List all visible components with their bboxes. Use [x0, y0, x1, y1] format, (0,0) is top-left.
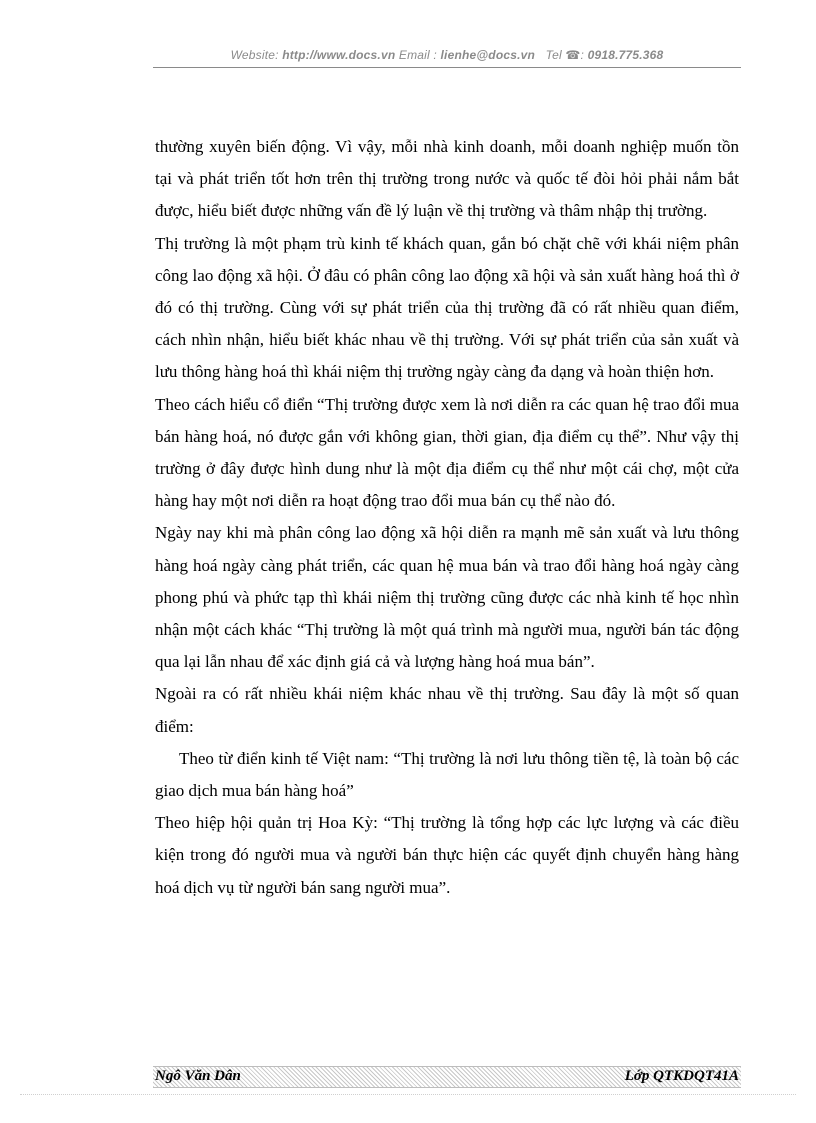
document-body: [155, 131, 739, 904]
footer-class: Lớp QTKDQT41A: [624, 1068, 739, 1084]
header-divider: [153, 67, 741, 68]
paragraph-2: Thị trường là một phạm trù kinh tế khách quan, gắn bó chặt chẽ với khái niệm phân công lao động xã hội. Ở đâu có phân công lao động xã hội và sản xuất hàng hoá thì ở đó có thị trường. Cùng với sự phát triển của thị trường đã có rất nhiều quan điểm, cách nhìn nhận, hiểu biết khác nhau về thị trường. Với sự phát triển của sản xuất và lưu thông hàng hoá thì khái niệm thị trường ngày càng đa dạng và hoàn thiện hơn.: [155, 233, 739, 382]
website-link[interactable]: http://www.docs.vn: [282, 48, 396, 62]
email-link[interactable]: lienhe@docs.vn: [440, 48, 536, 62]
email-label: Email :: [395, 48, 441, 62]
website-label: Website:: [230, 48, 283, 62]
page-bottom-border: [20, 1094, 796, 1095]
paragraph-4: Ngày nay khi mà phân công lao động xã hội diễn ra mạnh mẽ sản xuất và lưu thông hàng hoá ngày càng phát triển, các quan hệ mua bán và trao đổi hàng hoá ngày càng phong phú và phức tạp thì khái niệm thị trường cũng được các nhà kinh tế học nhìn nhận một cách khác “Thị trường là một quá trình mà người mua, người bán tác động qua lại lẫn nhau để xác định giá cả và lượng hàng hoá mua bán”.: [155, 523, 739, 672]
page-footer: [153, 1066, 741, 1088]
tel-label: Tel ☎:: [545, 48, 588, 62]
footer-author: Ngô Văn Dân: [155, 1068, 241, 1084]
page-header: [153, 48, 741, 62]
paragraph-1: thường xuyên biến động. Vì vậy, mỗi nhà kinh doanh, mỗi doanh nghiệp muốn tồn tại và phát triển tốt hơn trên thị trường trong nước và quốc tế đòi hỏi phải nắm bắt được, hiểu biết được những vấn đề lý luận về thị trường và thâm nhập thị trường.: [155, 137, 739, 221]
paragraph-6: Theo từ điển kinh tế Việt nam: “Thị trường là nơi lưu thông tiền tệ, là toàn bộ các giao dịch mua bán hàng hoá”: [155, 748, 739, 801]
tel-number: 0918.775.368: [587, 48, 664, 62]
paragraph-3: Theo cách hiểu cổ điển “Thị trường được xem là nơi diễn ra các quan hệ trao đổi mua bán hàng hoá, nó được gắn với không gian, thời gian, địa điểm cụ thể”. Như vậy thị trường ở đây được hình dung như là một địa điểm cụ thể như một cái chợ, một cửa hàng hay một nơi diễn ra hoạt động trao đổi mua bán cụ thể nào đó.: [155, 394, 739, 511]
paragraph-5: Ngoài ra có rất nhiều khái niệm khác nhau về thị trường. Sau đây là một số quan điểm:: [155, 684, 739, 736]
paragraph-7: Theo hiệp hội quản trị Hoa Kỳ: “Thị trường là tổng hợp các lực lượng và các điều kiện trong đó người mua và người bán thực hiện các quyết định chuyển hàng hàng hoá dịch vụ từ người bán sang người mua”.: [155, 813, 739, 897]
